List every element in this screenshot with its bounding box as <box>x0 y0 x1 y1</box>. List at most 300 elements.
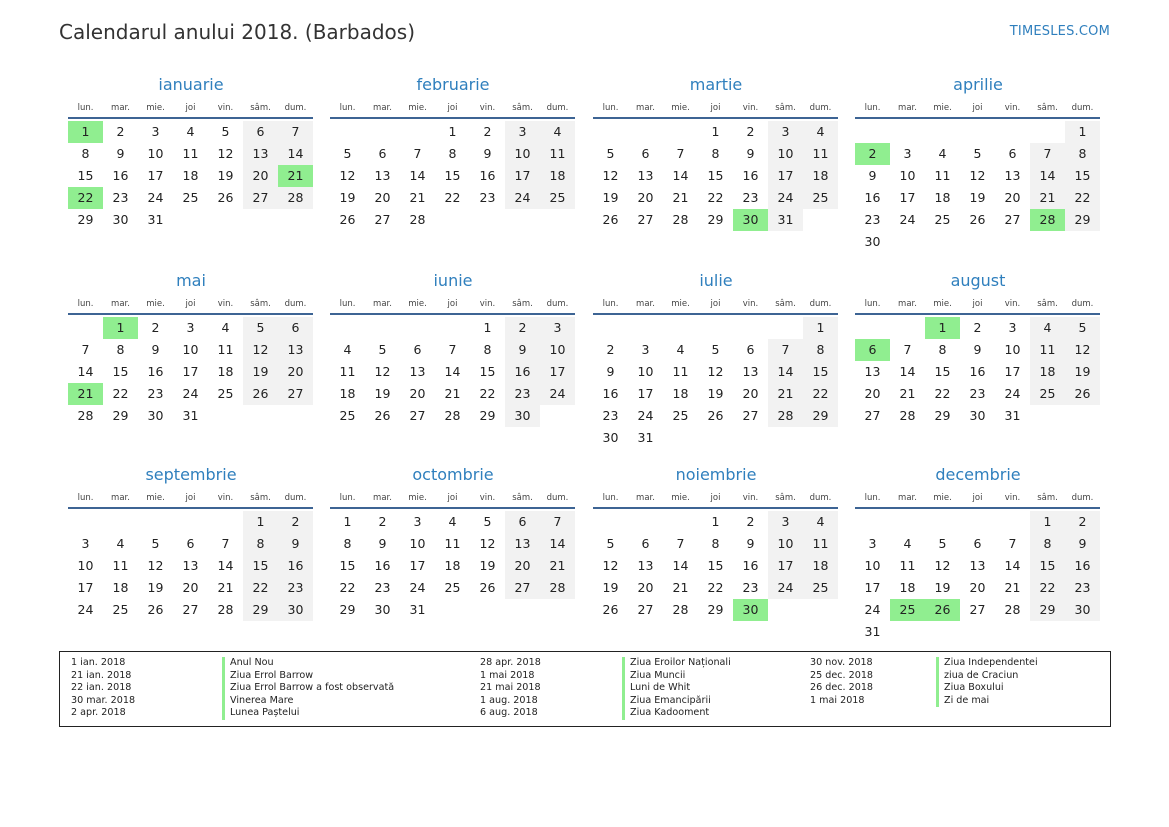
day-cell[interactable]: 22 <box>112 386 129 401</box>
day-cell[interactable]: 26 <box>602 212 619 227</box>
day-cell[interactable]: 5 <box>343 146 352 161</box>
day-cell[interactable]: 6 <box>413 342 422 357</box>
day-cell[interactable]: 18 <box>444 558 461 573</box>
day-cell[interactable]: 17 <box>1004 364 1021 379</box>
day-cell[interactable]: 1 <box>1030 511 1065 533</box>
day-cell[interactable]: 23 <box>278 577 313 599</box>
day-cell[interactable]: 1 <box>483 320 492 335</box>
day-cell[interactable]: 12 <box>217 146 234 161</box>
day-cell[interactable]: 24 <box>768 187 803 209</box>
day-cell[interactable]: 10 <box>864 558 881 573</box>
day-cell[interactable]: 19 <box>707 386 724 401</box>
day-cell[interactable]: 27 <box>243 187 278 209</box>
day-cell[interactable]: 22 <box>707 580 724 595</box>
day-cell[interactable]: 5 <box>151 536 160 551</box>
day-cell[interactable]: 19 <box>479 558 496 573</box>
day-cell[interactable]: 7 <box>221 536 230 551</box>
day-cell-holiday[interactable]: 30 <box>733 599 768 621</box>
day-cell[interactable]: 25 <box>444 580 461 595</box>
day-cell[interactable]: 8 <box>243 533 278 555</box>
day-cell[interactable]: 30 <box>602 430 619 445</box>
day-cell[interactable]: 24 <box>182 386 199 401</box>
day-cell[interactable]: 18 <box>899 580 916 595</box>
day-cell[interactable]: 29 <box>112 408 129 423</box>
day-cell[interactable]: 6 <box>641 536 650 551</box>
day-cell[interactable]: 19 <box>602 580 619 595</box>
day-cell[interactable]: 15 <box>934 364 951 379</box>
day-cell[interactable]: 15 <box>243 555 278 577</box>
day-cell[interactable]: 24 <box>899 212 916 227</box>
day-cell[interactable]: 18 <box>803 555 838 577</box>
day-cell[interactable]: 7 <box>903 342 912 357</box>
day-cell[interactable]: 16 <box>278 555 313 577</box>
day-cell[interactable]: 22 <box>339 580 356 595</box>
day-cell[interactable]: 16 <box>147 364 164 379</box>
day-cell[interactable]: 13 <box>637 168 654 183</box>
day-cell[interactable]: 24 <box>147 190 164 205</box>
day-cell-holiday[interactable]: 21 <box>68 383 103 405</box>
day-cell[interactable]: 8 <box>81 146 90 161</box>
day-cell[interactable]: 3 <box>903 146 912 161</box>
day-cell[interactable]: 18 <box>803 165 838 187</box>
day-cell[interactable]: 4 <box>903 536 912 551</box>
day-cell[interactable]: 6 <box>973 536 982 551</box>
day-cell[interactable]: 15 <box>1065 165 1100 187</box>
day-cell[interactable]: 7 <box>1008 536 1017 551</box>
day-cell[interactable]: 28 <box>540 577 575 599</box>
day-cell[interactable]: 13 <box>278 339 313 361</box>
day-cell[interactable]: 7 <box>1030 143 1065 165</box>
day-cell-holiday[interactable]: 2 <box>855 143 890 165</box>
day-cell[interactable]: 17 <box>182 364 199 379</box>
day-cell[interactable]: 12 <box>934 558 951 573</box>
day-cell[interactable]: 13 <box>864 364 881 379</box>
day-cell[interactable]: 27 <box>278 383 313 405</box>
day-cell[interactable]: 17 <box>899 190 916 205</box>
day-cell[interactable]: 7 <box>413 146 422 161</box>
day-cell[interactable]: 2 <box>278 511 313 533</box>
day-cell[interactable]: 9 <box>378 536 387 551</box>
day-cell[interactable]: 14 <box>1030 165 1065 187</box>
day-cell[interactable]: 23 <box>505 383 540 405</box>
day-cell[interactable]: 3 <box>81 536 90 551</box>
day-cell[interactable]: 25 <box>1030 383 1065 405</box>
day-cell[interactable]: 4 <box>448 514 457 529</box>
day-cell[interactable]: 11 <box>803 533 838 555</box>
day-cell[interactable]: 3 <box>1008 320 1017 335</box>
day-cell[interactable]: 28 <box>672 212 689 227</box>
day-cell[interactable]: 4 <box>803 511 838 533</box>
day-cell[interactable]: 1 <box>1065 121 1100 143</box>
day-cell[interactable]: 15 <box>479 364 496 379</box>
day-cell[interactable]: 21 <box>768 383 803 405</box>
day-cell[interactable]: 18 <box>217 364 234 379</box>
day-cell[interactable]: 30 <box>112 212 129 227</box>
day-cell[interactable]: 10 <box>540 339 575 361</box>
day-cell[interactable]: 23 <box>479 190 496 205</box>
day-cell[interactable]: 22 <box>243 577 278 599</box>
day-cell[interactable]: 28 <box>77 408 94 423</box>
day-cell[interactable]: 2 <box>483 124 492 139</box>
day-cell-holiday[interactable]: 1 <box>925 317 960 339</box>
day-cell[interactable]: 7 <box>448 342 457 357</box>
day-cell[interactable]: 11 <box>899 558 916 573</box>
day-cell[interactable]: 24 <box>77 602 94 617</box>
day-cell[interactable]: 3 <box>868 536 877 551</box>
day-cell[interactable]: 14 <box>409 168 426 183</box>
day-cell[interactable]: 17 <box>77 580 94 595</box>
day-cell[interactable]: 20 <box>969 580 986 595</box>
day-cell[interactable]: 14 <box>1004 558 1021 573</box>
day-cell[interactable]: 9 <box>606 364 615 379</box>
day-cell[interactable]: 30 <box>374 602 391 617</box>
day-cell[interactable]: 23 <box>374 580 391 595</box>
day-cell[interactable]: 5 <box>711 342 720 357</box>
day-cell[interactable]: 10 <box>899 168 916 183</box>
day-cell[interactable]: 3 <box>151 124 160 139</box>
day-cell[interactable]: 22 <box>479 386 496 401</box>
day-cell[interactable]: 26 <box>479 580 496 595</box>
day-cell[interactable]: 2 <box>151 320 160 335</box>
day-cell[interactable]: 8 <box>1065 143 1100 165</box>
day-cell[interactable]: 16 <box>479 168 496 183</box>
day-cell[interactable]: 28 <box>672 602 689 617</box>
day-cell[interactable]: 3 <box>641 342 650 357</box>
day-cell[interactable]: 17 <box>768 555 803 577</box>
day-cell[interactable]: 20 <box>243 165 278 187</box>
day-cell[interactable]: 2 <box>1065 511 1100 533</box>
day-cell[interactable]: 5 <box>483 514 492 529</box>
day-cell[interactable]: 7 <box>81 342 90 357</box>
day-cell[interactable]: 25 <box>540 187 575 209</box>
day-cell[interactable]: 27 <box>969 602 986 617</box>
day-cell[interactable]: 27 <box>637 212 654 227</box>
day-cell[interactable]: 22 <box>444 190 461 205</box>
day-cell[interactable]: 9 <box>973 342 982 357</box>
day-cell[interactable]: 9 <box>151 342 160 357</box>
day-cell[interactable]: 18 <box>934 190 951 205</box>
day-cell[interactable]: 31 <box>637 430 654 445</box>
day-cell[interactable]: 15 <box>707 168 724 183</box>
day-cell[interactable]: 15 <box>444 168 461 183</box>
day-cell[interactable]: 9 <box>505 339 540 361</box>
day-cell[interactable]: 13 <box>742 364 759 379</box>
day-cell[interactable]: 25 <box>339 408 356 423</box>
day-cell[interactable]: 19 <box>969 190 986 205</box>
day-cell[interactable]: 26 <box>1065 383 1100 405</box>
day-cell[interactable]: 16 <box>1065 555 1100 577</box>
day-cell[interactable]: 16 <box>505 361 540 383</box>
day-cell[interactable]: 4 <box>186 124 195 139</box>
day-cell[interactable]: 23 <box>147 386 164 401</box>
day-cell[interactable]: 4 <box>1030 317 1065 339</box>
day-cell[interactable]: 29 <box>77 212 94 227</box>
day-cell[interactable]: 13 <box>374 168 391 183</box>
day-cell[interactable]: 25 <box>672 408 689 423</box>
day-cell[interactable]: 16 <box>112 168 129 183</box>
day-cell[interactable]: 19 <box>147 580 164 595</box>
day-cell[interactable]: 27 <box>742 408 759 423</box>
day-cell-holiday[interactable]: 21 <box>278 165 313 187</box>
day-cell[interactable]: 24 <box>768 577 803 599</box>
day-cell[interactable]: 7 <box>676 536 685 551</box>
day-cell[interactable]: 12 <box>243 339 278 361</box>
day-cell[interactable]: 16 <box>374 558 391 573</box>
day-cell[interactable]: 20 <box>182 580 199 595</box>
day-cell[interactable]: 12 <box>969 168 986 183</box>
day-cell[interactable]: 30 <box>505 405 540 427</box>
day-cell[interactable]: 31 <box>768 209 803 231</box>
day-cell[interactable]: 10 <box>409 536 426 551</box>
day-cell[interactable]: 18 <box>1030 361 1065 383</box>
day-cell[interactable]: 6 <box>243 121 278 143</box>
day-cell[interactable]: 27 <box>864 408 881 423</box>
day-cell[interactable]: 26 <box>339 212 356 227</box>
day-cell[interactable]: 29 <box>1065 209 1100 231</box>
day-cell[interactable]: 5 <box>243 317 278 339</box>
day-cell[interactable]: 31 <box>1004 408 1021 423</box>
day-cell[interactable]: 30 <box>969 408 986 423</box>
day-cell[interactable]: 9 <box>116 146 125 161</box>
day-cell[interactable]: 20 <box>374 190 391 205</box>
day-cell[interactable]: 20 <box>409 386 426 401</box>
day-cell[interactable]: 11 <box>217 342 234 357</box>
day-cell[interactable]: 2 <box>746 514 755 529</box>
day-cell[interactable]: 6 <box>746 342 755 357</box>
day-cell[interactable]: 27 <box>374 212 391 227</box>
day-cell[interactable]: 8 <box>483 342 492 357</box>
day-cell[interactable]: 31 <box>864 624 881 639</box>
day-cell[interactable]: 19 <box>217 168 234 183</box>
day-cell[interactable]: 11 <box>339 364 356 379</box>
day-cell[interactable]: 12 <box>339 168 356 183</box>
day-cell[interactable]: 25 <box>182 190 199 205</box>
day-cell[interactable]: 1 <box>711 124 720 139</box>
day-cell[interactable]: 29 <box>243 599 278 621</box>
day-cell[interactable]: 22 <box>707 190 724 205</box>
day-cell[interactable]: 9 <box>483 146 492 161</box>
day-cell[interactable]: 16 <box>969 364 986 379</box>
site-link[interactable]: TIMESLES.COM <box>1009 24 1110 39</box>
day-cell[interactable]: 26 <box>243 383 278 405</box>
day-cell[interactable]: 31 <box>409 602 426 617</box>
day-cell[interactable]: 22 <box>1065 187 1100 209</box>
day-cell[interactable]: 9 <box>1065 533 1100 555</box>
day-cell[interactable]: 2 <box>378 514 387 529</box>
day-cell[interactable]: 1 <box>448 124 457 139</box>
day-cell[interactable]: 21 <box>1004 580 1021 595</box>
day-cell[interactable]: 1 <box>343 514 352 529</box>
day-cell[interactable]: 17 <box>637 386 654 401</box>
day-cell[interactable]: 14 <box>217 558 234 573</box>
day-cell[interactable]: 6 <box>378 146 387 161</box>
day-cell[interactable]: 28 <box>278 187 313 209</box>
day-cell[interactable]: 30 <box>147 408 164 423</box>
day-cell[interactable]: 27 <box>637 602 654 617</box>
day-cell[interactable]: 5 <box>606 536 615 551</box>
day-cell[interactable]: 26 <box>707 408 724 423</box>
day-cell[interactable]: 13 <box>243 143 278 165</box>
day-cell[interactable]: 24 <box>409 580 426 595</box>
day-cell[interactable]: 23 <box>742 580 759 595</box>
day-cell[interactable]: 10 <box>1004 342 1021 357</box>
day-cell[interactable]: 19 <box>934 580 951 595</box>
day-cell[interactable]: 26 <box>969 212 986 227</box>
day-cell[interactable]: 25 <box>934 212 951 227</box>
day-cell[interactable]: 29 <box>707 212 724 227</box>
day-cell[interactable]: 12 <box>147 558 164 573</box>
day-cell[interactable]: 10 <box>768 533 803 555</box>
day-cell[interactable]: 8 <box>343 536 352 551</box>
day-cell[interactable]: 13 <box>969 558 986 573</box>
day-cell[interactable]: 29 <box>339 602 356 617</box>
day-cell[interactable]: 5 <box>606 146 615 161</box>
day-cell[interactable]: 7 <box>676 146 685 161</box>
day-cell[interactable]: 11 <box>112 558 129 573</box>
day-cell[interactable]: 27 <box>182 602 199 617</box>
day-cell[interactable]: 13 <box>1004 168 1021 183</box>
day-cell[interactable]: 10 <box>505 143 540 165</box>
day-cell[interactable]: 15 <box>112 364 129 379</box>
day-cell[interactable]: 4 <box>938 146 947 161</box>
day-cell[interactable]: 28 <box>768 405 803 427</box>
day-cell[interactable]: 14 <box>672 168 689 183</box>
day-cell[interactable]: 30 <box>1065 599 1100 621</box>
day-cell[interactable]: 10 <box>77 558 94 573</box>
day-cell[interactable]: 16 <box>864 190 881 205</box>
day-cell[interactable]: 28 <box>1004 602 1021 617</box>
day-cell[interactable]: 23 <box>742 190 759 205</box>
day-cell[interactable]: 15 <box>339 558 356 573</box>
day-cell[interactable]: 15 <box>803 361 838 383</box>
day-cell[interactable]: 24 <box>864 602 881 617</box>
day-cell[interactable]: 13 <box>637 558 654 573</box>
day-cell[interactable]: 19 <box>602 190 619 205</box>
day-cell[interactable]: 12 <box>602 558 619 573</box>
day-cell[interactable]: 21 <box>217 580 234 595</box>
day-cell-holiday[interactable]: 25 <box>890 599 925 621</box>
day-cell[interactable]: 26 <box>602 602 619 617</box>
day-cell[interactable]: 20 <box>278 361 313 383</box>
day-cell[interactable]: 2 <box>505 317 540 339</box>
day-cell[interactable]: 2 <box>116 124 125 139</box>
day-cell[interactable]: 20 <box>505 555 540 577</box>
day-cell[interactable]: 21 <box>444 386 461 401</box>
day-cell[interactable]: 8 <box>938 342 947 357</box>
day-cell[interactable]: 8 <box>116 342 125 357</box>
day-cell[interactable]: 28 <box>409 212 426 227</box>
day-cell[interactable]: 12 <box>479 536 496 551</box>
day-cell[interactable]: 2 <box>606 342 615 357</box>
day-cell[interactable]: 30 <box>864 234 881 249</box>
day-cell[interactable]: 21 <box>672 190 689 205</box>
day-cell-holiday[interactable]: 28 <box>1030 209 1065 231</box>
day-cell[interactable]: 26 <box>217 190 234 205</box>
day-cell-holiday[interactable]: 26 <box>925 599 960 621</box>
day-cell-holiday[interactable]: 1 <box>103 317 138 339</box>
day-cell[interactable]: 10 <box>637 364 654 379</box>
day-cell[interactable]: 25 <box>112 602 129 617</box>
day-cell[interactable]: 4 <box>803 121 838 143</box>
day-cell[interactable]: 10 <box>768 143 803 165</box>
day-cell[interactable]: 5 <box>221 124 230 139</box>
day-cell[interactable]: 14 <box>540 533 575 555</box>
day-cell[interactable]: 31 <box>147 212 164 227</box>
day-cell[interactable]: 11 <box>444 536 461 551</box>
day-cell[interactable]: 30 <box>278 599 313 621</box>
day-cell[interactable]: 8 <box>711 146 720 161</box>
day-cell[interactable]: 3 <box>768 121 803 143</box>
day-cell[interactable]: 17 <box>864 580 881 595</box>
day-cell-holiday[interactable]: 1 <box>68 121 103 143</box>
day-cell[interactable]: 14 <box>444 364 461 379</box>
day-cell[interactable]: 11 <box>1030 339 1065 361</box>
day-cell[interactable]: 1 <box>803 317 838 339</box>
day-cell[interactable]: 23 <box>1065 577 1100 599</box>
day-cell[interactable]: 4 <box>676 342 685 357</box>
day-cell[interactable]: 6 <box>641 146 650 161</box>
day-cell[interactable]: 4 <box>221 320 230 335</box>
day-cell[interactable]: 29 <box>707 602 724 617</box>
day-cell[interactable]: 18 <box>182 168 199 183</box>
day-cell[interactable]: 8 <box>803 339 838 361</box>
day-cell[interactable]: 14 <box>899 364 916 379</box>
day-cell[interactable]: 22 <box>803 383 838 405</box>
day-cell[interactable]: 16 <box>602 386 619 401</box>
day-cell[interactable]: 25 <box>803 187 838 209</box>
day-cell[interactable]: 24 <box>505 187 540 209</box>
day-cell[interactable]: 27 <box>409 408 426 423</box>
day-cell[interactable]: 17 <box>409 558 426 573</box>
day-cell[interactable]: 18 <box>339 386 356 401</box>
day-cell[interactable]: 13 <box>182 558 199 573</box>
day-cell[interactable]: 29 <box>1030 599 1065 621</box>
day-cell[interactable]: 21 <box>672 580 689 595</box>
day-cell-holiday[interactable]: 22 <box>68 187 103 209</box>
day-cell[interactable]: 9 <box>746 536 755 551</box>
day-cell[interactable]: 15 <box>77 168 94 183</box>
day-cell[interactable]: 6 <box>278 317 313 339</box>
day-cell[interactable]: 22 <box>934 386 951 401</box>
day-cell[interactable]: 14 <box>278 143 313 165</box>
day-cell[interactable]: 1 <box>711 514 720 529</box>
day-cell[interactable]: 17 <box>147 168 164 183</box>
day-cell[interactable]: 21 <box>1030 187 1065 209</box>
day-cell[interactable]: 3 <box>186 320 195 335</box>
day-cell[interactable]: 13 <box>505 533 540 555</box>
day-cell[interactable]: 24 <box>637 408 654 423</box>
day-cell[interactable]: 2 <box>746 124 755 139</box>
day-cell[interactable]: 17 <box>505 165 540 187</box>
day-cell[interactable]: 11 <box>803 143 838 165</box>
day-cell[interactable]: 3 <box>768 511 803 533</box>
day-cell-holiday[interactable]: 30 <box>733 209 768 231</box>
day-cell[interactable]: 4 <box>343 342 352 357</box>
day-cell[interactable]: 20 <box>742 386 759 401</box>
day-cell[interactable]: 14 <box>672 558 689 573</box>
day-cell[interactable]: 10 <box>182 342 199 357</box>
day-cell[interactable]: 11 <box>672 364 689 379</box>
day-cell[interactable]: 9 <box>746 146 755 161</box>
day-cell[interactable]: 3 <box>505 121 540 143</box>
day-cell[interactable]: 20 <box>864 386 881 401</box>
day-cell[interactable]: 11 <box>540 143 575 165</box>
day-cell[interactable]: 15 <box>707 558 724 573</box>
day-cell[interactable]: 19 <box>339 190 356 205</box>
day-cell[interactable]: 19 <box>374 386 391 401</box>
day-cell[interactable]: 5 <box>938 536 947 551</box>
day-cell[interactable]: 31 <box>182 408 199 423</box>
